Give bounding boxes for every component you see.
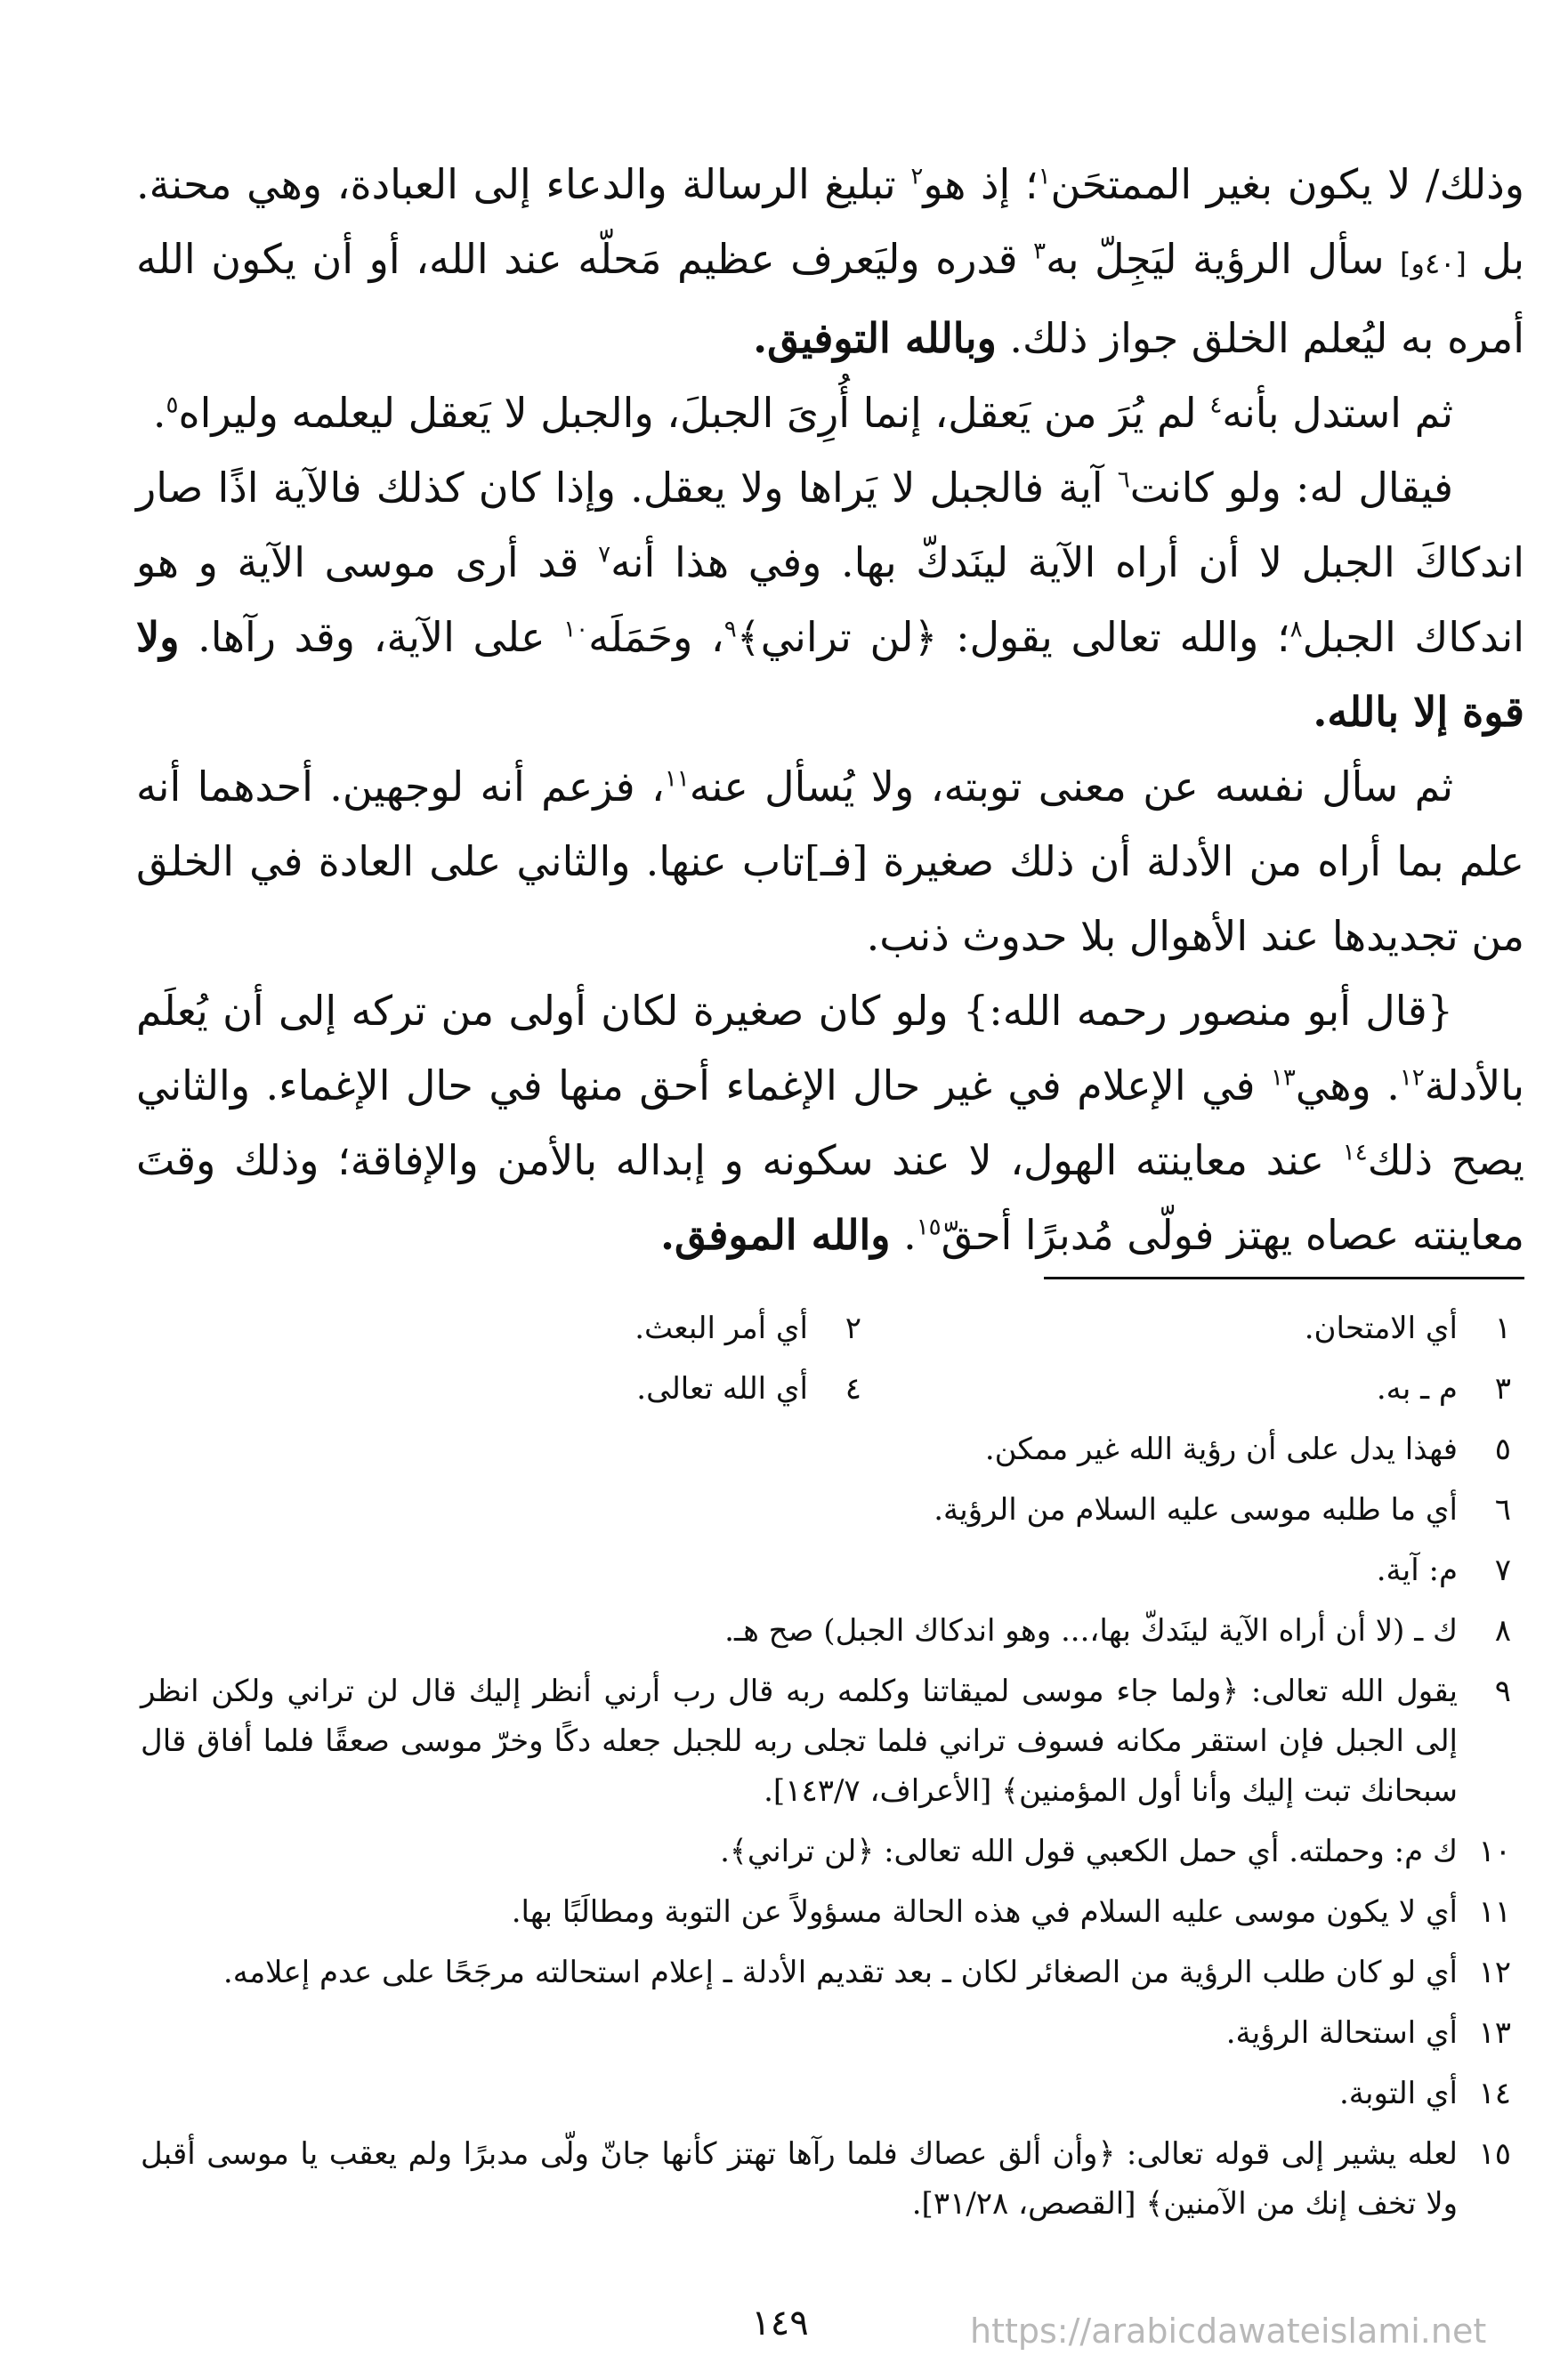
footnote-number: ٨ bbox=[1494, 1613, 1511, 1649]
paragraph-2 bbox=[136, 375, 1524, 450]
footnote-item bbox=[861, 1364, 1511, 1414]
footnote-ref[interactable]: ٣ bbox=[1033, 238, 1047, 265]
footnote-number: ١٣ bbox=[1478, 2015, 1511, 2051]
text-span: . وهي bbox=[1295, 1061, 1400, 1109]
footnote-text: أي استحالة الرؤية. bbox=[1225, 2015, 1458, 2051]
footnote-text: أي لو كان طلب الرؤية من الصغائر لكان ـ بعد تقديم الأدلة ـ إعلام استحالته مرجَحًا على عدم إعلامه. bbox=[222, 1955, 1458, 1990]
footnote-number: ١٠ bbox=[1478, 1834, 1511, 1869]
footnote-text: أي التوبة. bbox=[1339, 2076, 1458, 2111]
footnote-ref[interactable]: ٢ bbox=[910, 163, 924, 190]
closing-phrase: وبالله التوفيق. bbox=[753, 314, 997, 362]
footnote-item bbox=[141, 2008, 1511, 2058]
footnote-item bbox=[141, 1424, 1511, 1474]
footnote-number: ١٥ bbox=[1478, 2136, 1511, 2172]
text-span: ثم استدل بأنه bbox=[1222, 389, 1453, 437]
footnote-number: ١ bbox=[1494, 1311, 1511, 1346]
manuscript-folio-marker: [٤٠و] bbox=[1400, 246, 1467, 280]
page-number: ١٤٩ bbox=[751, 2303, 809, 2344]
footnote-ref[interactable]: ٦ bbox=[1117, 466, 1130, 494]
footnote-text: أي ما طلبه موسى عليه السلام من الرؤية. bbox=[934, 1492, 1458, 1528]
footnote-text: أي أمر البعث. bbox=[635, 1311, 808, 1346]
footnote-text: لعله يشير إلى قوله تعالى: ﴿وأن ألق عصاك فلما رآها تهتز كأنها جانّ ولّى مدبرًا ولم يعقب يا موسى أقبل ولا تخف إنك من الآمنين﴾ [القصص، ٣١/٢٨]. bbox=[141, 2136, 1458, 2222]
text-span: في الإعلام في غير حال الإغماء أحق منها في حال الإغماء. والثاني يصح ذلك bbox=[136, 1061, 1524, 1184]
closing-phrase: ولا قوة إلا بالله. bbox=[136, 613, 1524, 736]
footnote-ref[interactable]: ١١ bbox=[664, 765, 690, 793]
footnote-number: ٦ bbox=[1494, 1492, 1511, 1528]
paragraph-4 bbox=[136, 749, 1524, 973]
footnote-ref[interactable]: ٩ bbox=[723, 616, 737, 643]
footnote-ref[interactable]: ١٢ bbox=[1399, 1064, 1425, 1092]
footnote-separator bbox=[1044, 1277, 1524, 1279]
footnote-text: أي الله تعالى. bbox=[636, 1371, 808, 1407]
footnote-number: ١٢ bbox=[1478, 1955, 1511, 1990]
footnote-text: فهذا يدل على أن رؤية الله غير ممكن. bbox=[984, 1432, 1458, 1467]
footnote-item bbox=[141, 1887, 1511, 1937]
footnote-number: ٩ bbox=[1494, 1674, 1511, 1709]
footnote-ref[interactable]: ١ bbox=[1038, 163, 1051, 190]
footnote-number: ٧ bbox=[1494, 1553, 1511, 1588]
footnote-text: م ـ به. bbox=[1376, 1371, 1458, 1407]
footnote-number: ٤ bbox=[845, 1371, 861, 1407]
footnote-item bbox=[212, 1364, 861, 1414]
footnote-text: يقول الله تعالى: ﴿ولما جاء موسى لميقاتنا وكلمه ربه قال رب أرني أنظر إليك قال لن تراني ولكن انظر إلى الجبل فإن استقر مكانه فسوف تراني فلما تجلى ربه للجبل جعله دكًا وخرّ موسى صعقًا فلما أفاق قال سبحانك تبت إليك وأنا أول المؤمنين﴾ [الأعراف، ١٤٣/٧]. bbox=[141, 1674, 1458, 1809]
text-span: فيقال له: ولو كانت bbox=[1129, 464, 1454, 512]
text-span: على الآية، وقد رآها. bbox=[179, 613, 564, 661]
paragraph-1 bbox=[136, 147, 1524, 375]
text-span: ، وحَمَلَه bbox=[588, 613, 724, 661]
footnote-item bbox=[141, 1545, 1511, 1595]
text-span: . bbox=[890, 1211, 917, 1259]
paragraph-5 bbox=[136, 973, 1524, 1272]
footnote-row bbox=[141, 1303, 1511, 1364]
closing-phrase: والله الموفق. bbox=[660, 1211, 891, 1259]
footnotes bbox=[141, 1303, 1511, 2239]
footnote-number: ٢ bbox=[845, 1311, 861, 1346]
footnote-text: ك م: وحملته. أي حمل الكعبي قول الله تعالى: ﴿لن تراني﴾. bbox=[720, 1834, 1458, 1869]
footnote-text: أي الامتحان. bbox=[1304, 1311, 1458, 1346]
footnote-ref[interactable]: ٤ bbox=[1209, 391, 1223, 419]
main-text bbox=[136, 147, 1524, 1272]
text-span: لم يُرَ من يَعقل، إنما أُرِىَ الجبلَ، والجبل لا يَعقل ليعلمه وليراه bbox=[178, 389, 1210, 437]
text-span: قد أرى موسى الآية و هو اندكاك الجبل bbox=[136, 538, 1524, 661]
footnote-item bbox=[141, 2069, 1511, 2118]
footnote-text: أي لا يكون موسى عليه السلام في هذه الحالة مسؤولاً عن التوبة ومطالَبًا بها. bbox=[511, 1894, 1458, 1930]
footnote-item bbox=[212, 1303, 861, 1353]
footnote-number: ٣ bbox=[1494, 1371, 1511, 1407]
footnote-ref[interactable]: ١٠ bbox=[563, 616, 589, 643]
footnote-ref[interactable]: ١٥ bbox=[916, 1214, 942, 1241]
text-span: وذلك/ لا يكون بغير الممتحَن bbox=[1050, 160, 1524, 208]
footnote-ref[interactable]: ٨ bbox=[1289, 616, 1303, 643]
footnote-item bbox=[141, 1948, 1511, 1997]
text-span: تبليغ الرسالة والدعاء إلى العبادة، وهي محنة. بل bbox=[136, 160, 1525, 283]
footnote-item bbox=[141, 2129, 1511, 2229]
text-span: قدره وليَعرف عظيم مَحلّه عند الله، أو أن يكون الله أمره به ليُعلم الخلق جواز ذلك. bbox=[136, 235, 1524, 362]
footnote-item bbox=[861, 1303, 1511, 1353]
footnote-text: م: آية. bbox=[1376, 1553, 1458, 1588]
footnote-number: ١٤ bbox=[1478, 2076, 1511, 2111]
paragraph-3 bbox=[136, 450, 1524, 749]
footnote-row bbox=[141, 1364, 1511, 1424]
footnote-number: ١١ bbox=[1478, 1894, 1511, 1930]
footnote-ref[interactable]: ١٤ bbox=[1342, 1139, 1368, 1166]
text-span: ثم سأل نفسه عن معنى توبته، ولا يُسأل عنه bbox=[689, 762, 1453, 811]
text-span: عند معاينته الهول، لا عند سكونه و إبداله بالأمن والإفاقة؛ وذلك وقتَ معاينته عصاه يهتز فولّى مُدبرًا أحقّ bbox=[136, 1136, 1524, 1259]
text-span: ، فزعم أنه لوجهين. أحدهما أنه علم بما أراه من الأدلة أن ذلك صغيرة [فـ]تاب عنها. والثاني على العادة في الخلق من تجديدها عند الأهوال بلا حدوث ذنب. bbox=[136, 762, 1524, 960]
text-span: آية فالجبل لا يَراها ولا يعقل. وإذا كان كذلك فالآية اذًا صار اندكاكَ الجبل لا أن أراه الآية لينَدكّ بها. وفي هذا أنه bbox=[136, 464, 1525, 586]
footnote-item bbox=[141, 1485, 1511, 1535]
footnote-ref[interactable]: ٥ bbox=[166, 391, 179, 419]
watermark-url: https://arabicdawateislami.net bbox=[970, 2311, 1487, 2351]
text-span: ؛ والله تعالى يقول: ﴿لن تراني﴾ bbox=[736, 613, 1290, 661]
footnote-item bbox=[141, 1827, 1511, 1876]
footnote-number: ٥ bbox=[1494, 1432, 1511, 1467]
footnote-ref[interactable]: ١٣ bbox=[1270, 1064, 1296, 1092]
text-span: {قال أبو منصور رحمه الله:} ولو كان صغيرة لكان أولى من تركه إلى أن يُعلَم بالأدلة bbox=[136, 987, 1524, 1109]
footnote-ref[interactable]: ٧ bbox=[598, 541, 611, 569]
text-span: ؛ إذ هو bbox=[923, 160, 1039, 208]
footnote-item bbox=[141, 1666, 1511, 1816]
text-span: سأل الرؤية ليَجِلّ به bbox=[1046, 235, 1401, 283]
footnote-text: ك ـ (لا أن أراه الآية لينَدكّ بها،... وهو اندكاك الجبل) صح هـ. bbox=[724, 1613, 1458, 1649]
footnote-item bbox=[141, 1606, 1511, 1656]
text-span: . bbox=[152, 389, 166, 437]
